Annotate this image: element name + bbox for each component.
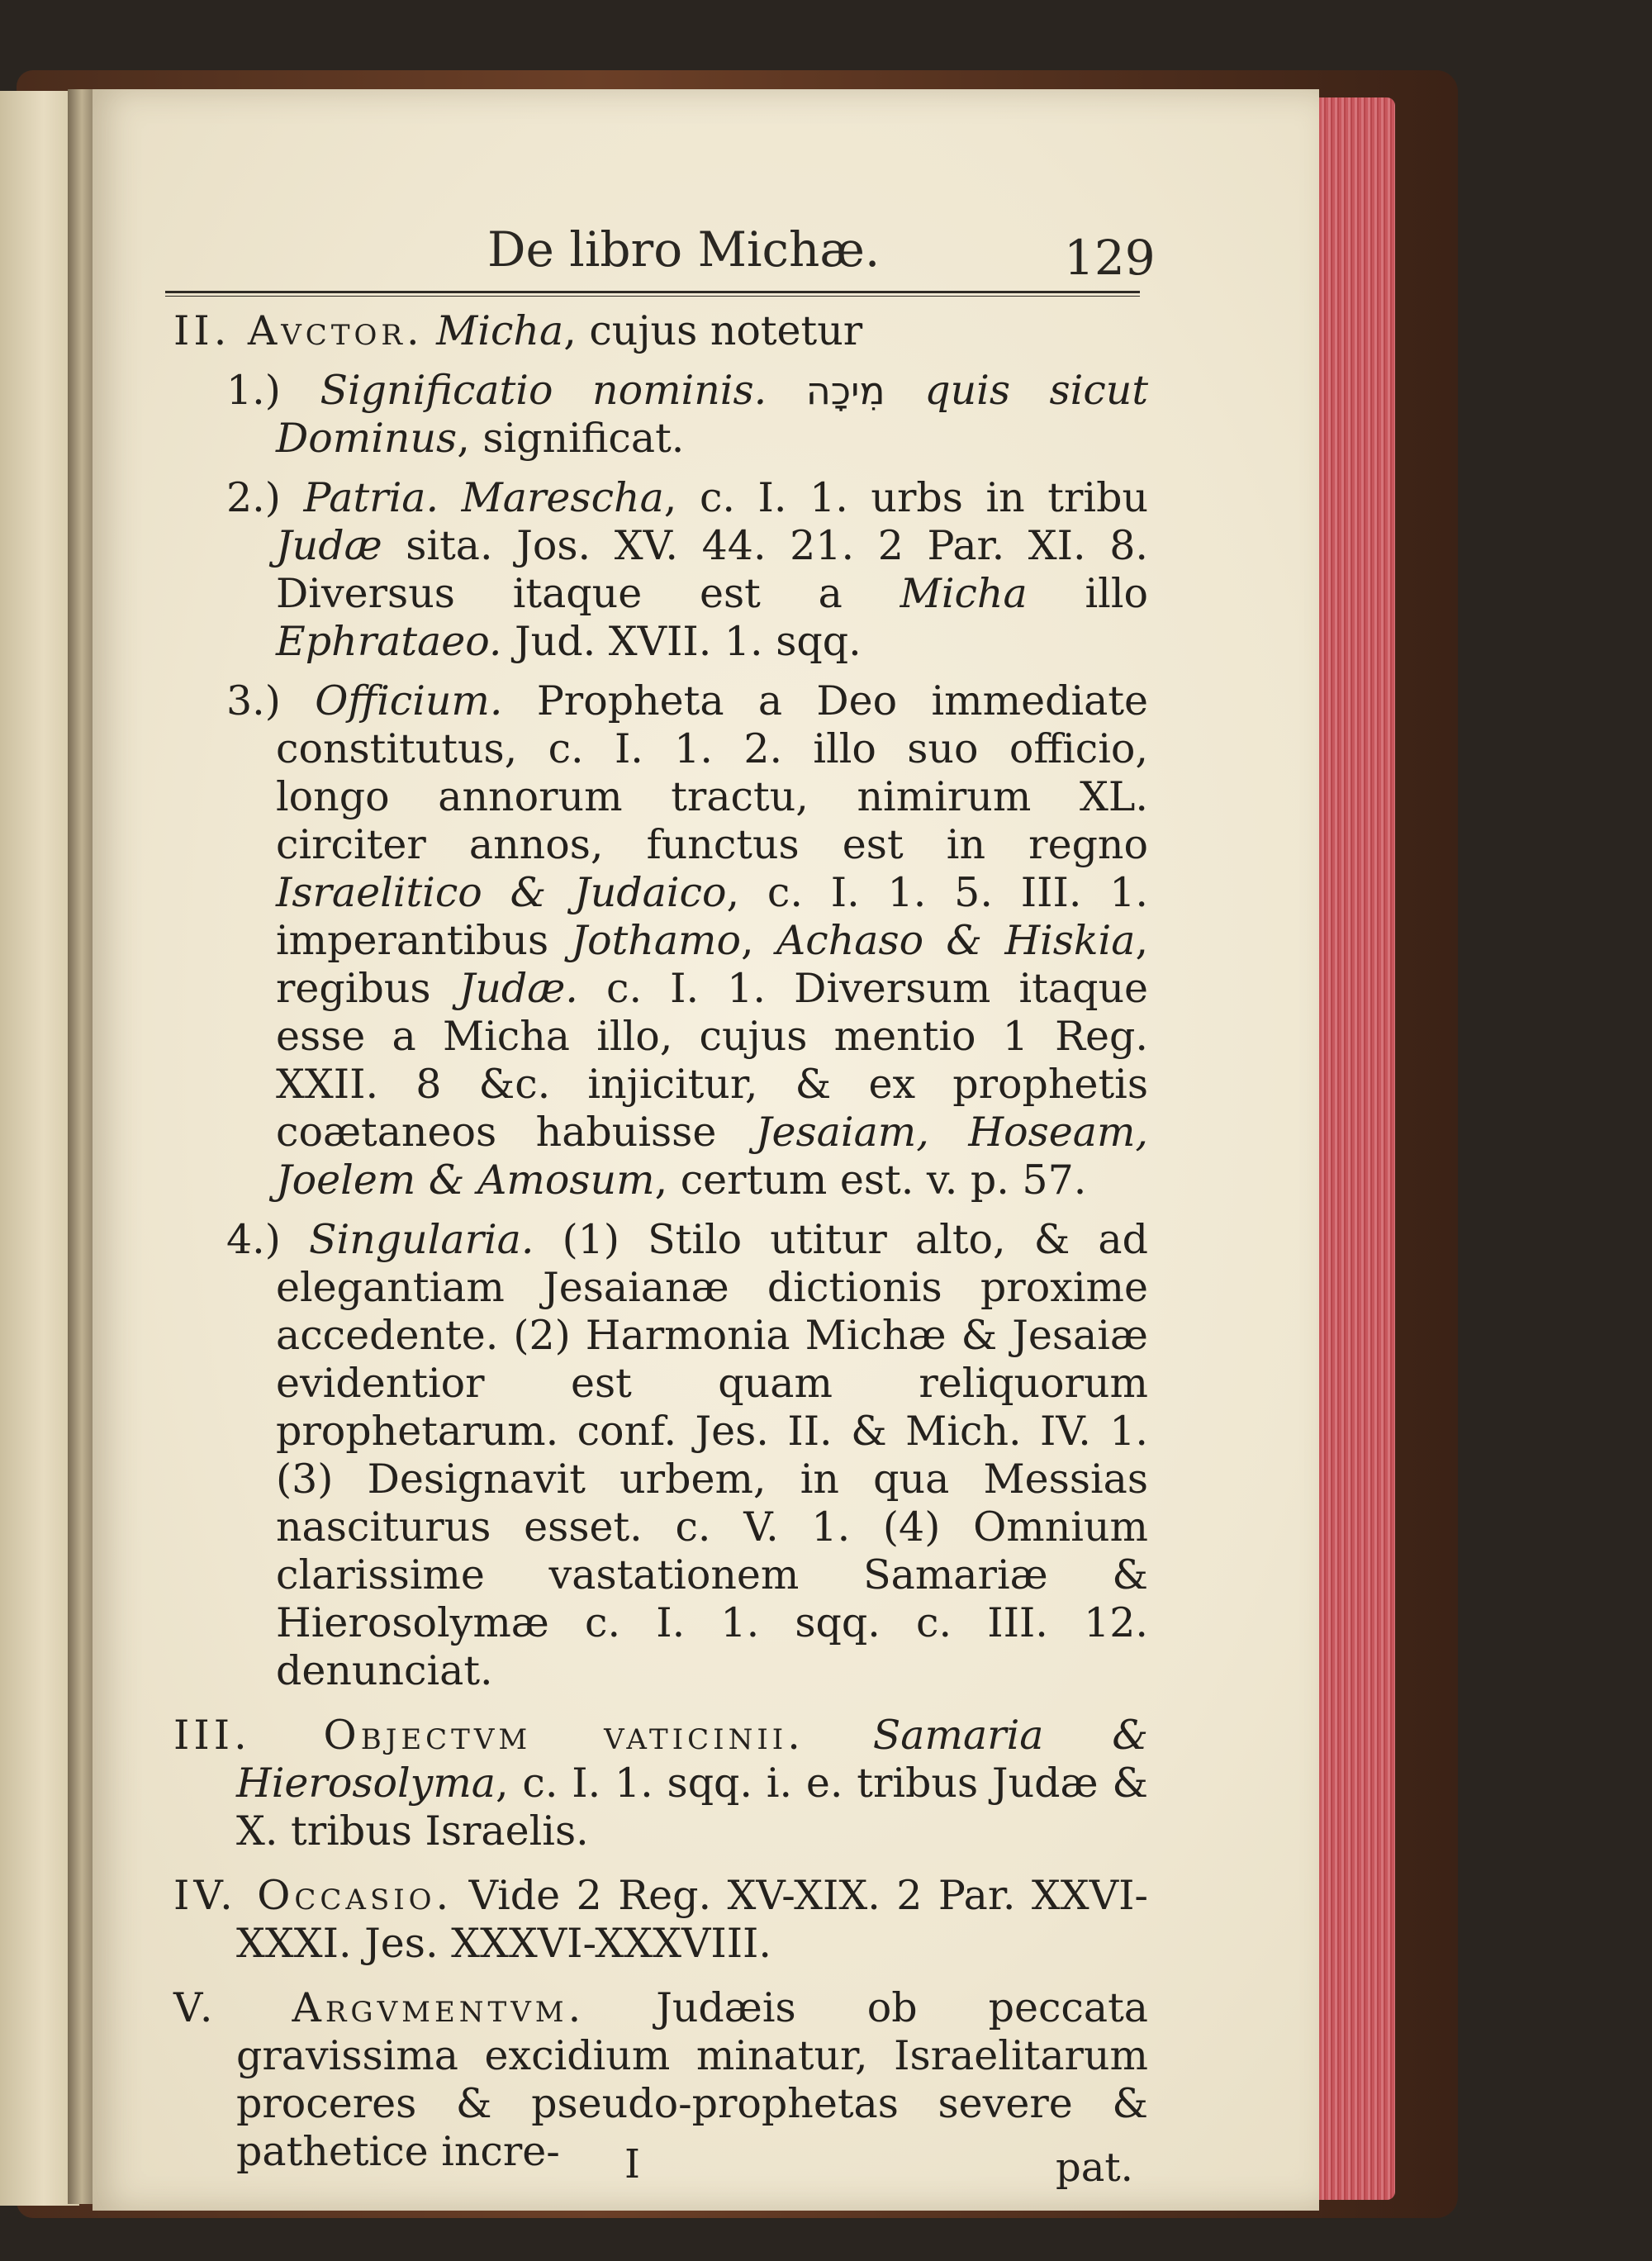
item-significatio: 1.) Significatio nominis. מִיכָה quis sicut Dominus, significat. <box>226 367 1149 462</box>
section-label: III. Objectvm vaticinii. <box>173 1712 805 1759</box>
item-patria: 2.) Patria. Marescha, c. I. 1. urbs in tribu Judæ sita. Jos. XV. 44. 21. 2 Par. XI. 8. Diversus itaque est a Micha illo Ephrataeo. Jud. XVII. 1. sqq. <box>226 474 1149 665</box>
section-label: II. Avctor. <box>173 307 424 354</box>
section-auctor: II. Avctor. Micha, cujus notetur <box>173 307 863 354</box>
item-officium: 3.) Officium. Propheta a Deo immediate constitutus, c. I. 1. 2. illo suo officio, longo annorum tractu, nimirum XL. circiter annos, functus est in regno Israelitico & Judaico, c. I. 1. 5. III. 1. imperantibus Jothamo, Achaso & Hiskia, regibus Judæ. c. I. 1. Diversum itaque esse a Micha illo, cujus mentio 1 Reg. XXII. 8 &c. injicitur, & ex prophetis coætaneos habuisse Jesaiam, Hoseam, Joelem & Amosum, certum est. v. p. 57. <box>226 677 1149 1204</box>
signature-mark: I <box>624 2141 640 2187</box>
section-argumentum: V. Argvmentvm. Judæis ob peccata gravissima excidium minatur, Israelitarum proceres & pseudo-prophetas severe & pathetice incre- <box>173 1984 1148 2175</box>
page-number: 129 <box>1064 230 1156 286</box>
page-text <box>173 307 1148 2176</box>
red-page-edges <box>1319 97 1395 2200</box>
book-gutter <box>68 89 96 2204</box>
section-objectum: III. Objectvm vaticinii. Samaria & Hierosolyma, c. I. 1. sqq. i. e. tribus Judæ & X. tribus Israelis. <box>173 1712 1148 1855</box>
header-rule <box>165 291 1140 297</box>
section-label: IV. Occasio. <box>173 1872 453 1919</box>
name-micha: Micha <box>436 307 564 354</box>
item-singularia: 4.) Singularia. (1) Stilo utitur alto, & ad elegantiam Jesaianæ dictionis proxime accedente. (2) Harmonia Michæ & Jesaiæ evidentior est quam reliquorum prophetarum. conf. Jes. II. & Mich. IV. 1. (3) Designavit urbem, in qua Messias nasciturus esset. c. V. 1. (4) Omnium clarissime vastationem Samariæ & Hierosolymæ c. I. 1. sqq. c. III. 12. denunciat. <box>226 1216 1148 1694</box>
catchword: pat. <box>1056 2145 1133 2191</box>
running-title: De libro Michæ. <box>487 221 881 278</box>
section-label: V. Argvmentvm. <box>173 1984 586 2031</box>
section-occasio: IV. Occasio. Vide 2 Reg. XV-XIX. 2 Par. XXVI-XXXI. Jes. XXXVI-XXXVIII. <box>173 1872 1148 1967</box>
hebrew-word: מִיכָה <box>805 368 885 413</box>
